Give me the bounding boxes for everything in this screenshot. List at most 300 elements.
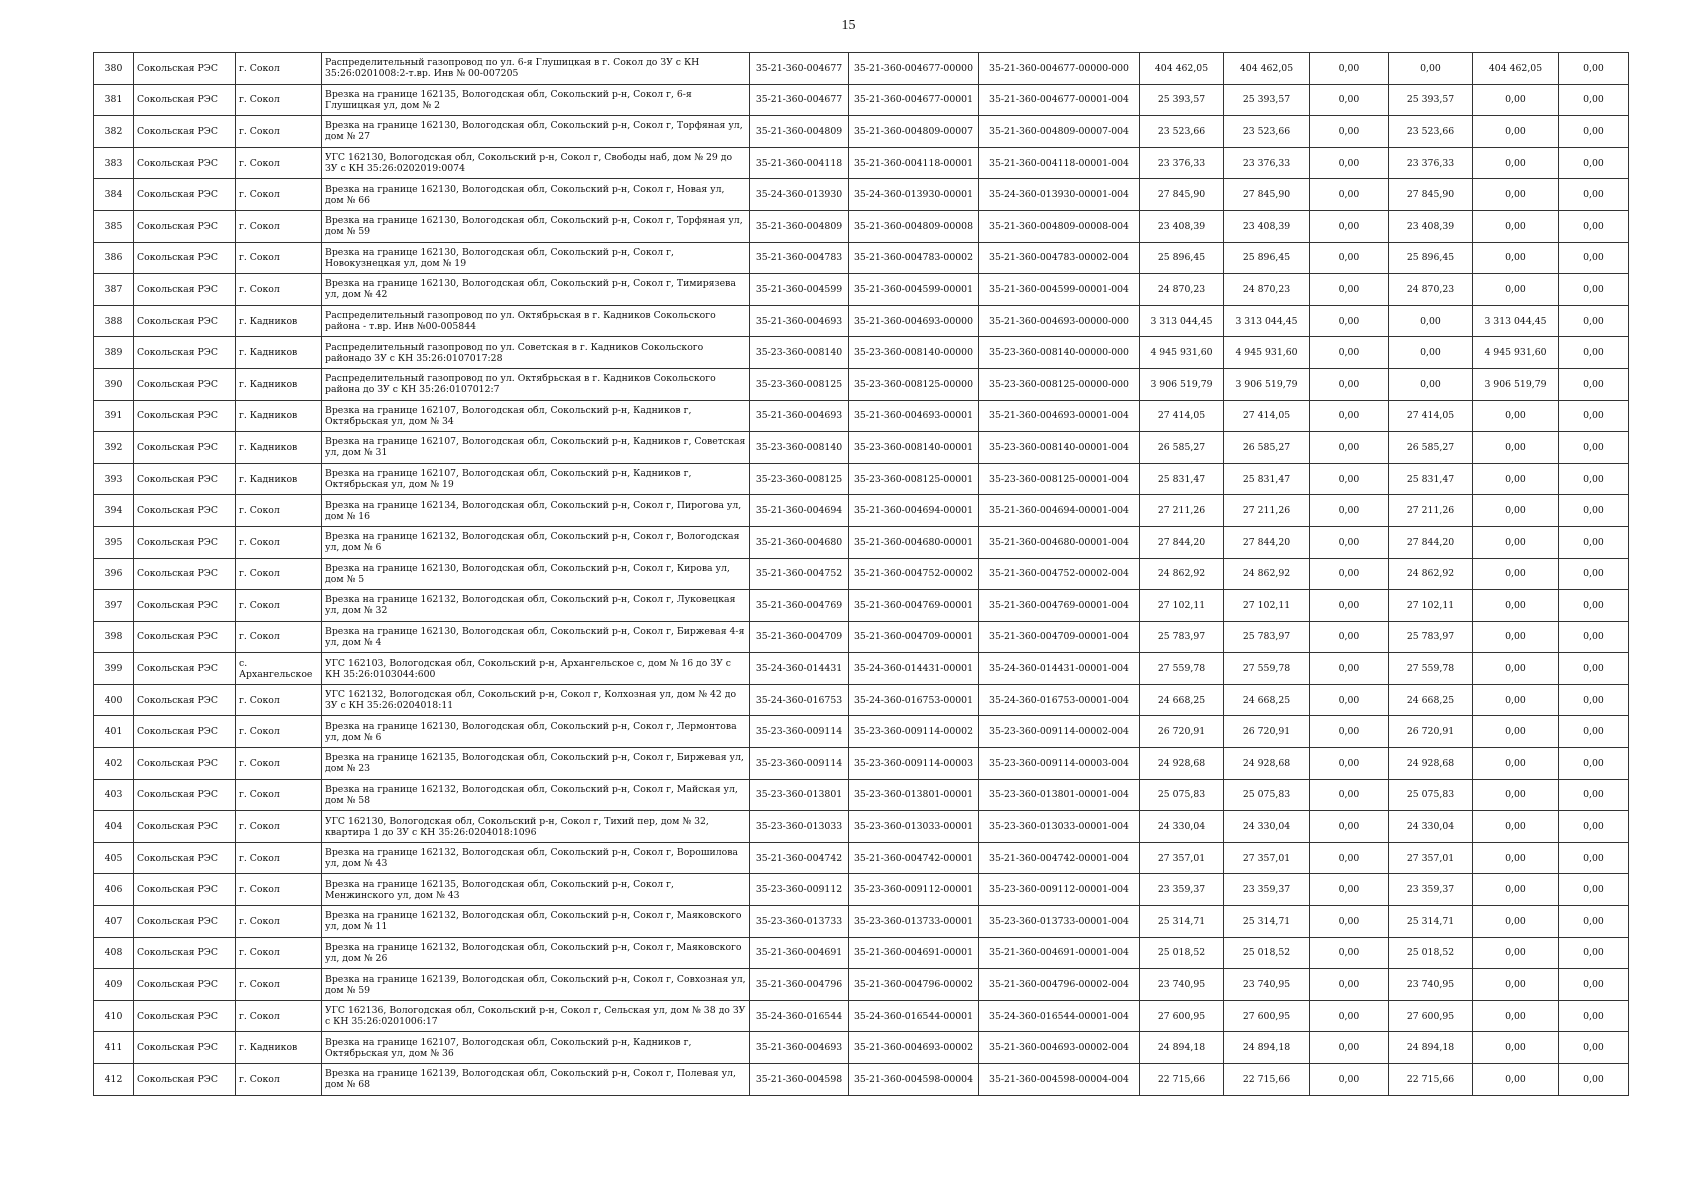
row-number: 407: [94, 906, 134, 938]
value-cell: 0,00: [1559, 748, 1629, 780]
value-cell: 0,00: [1473, 906, 1559, 938]
value-cell: 24 928,68: [1140, 748, 1224, 780]
object-description-cell: Врезка на границе 162139, Вологодская обл, Сокольский р-н, Сокол г, Полевая ул, дом № 68: [322, 1064, 750, 1096]
object-description-cell: УГС 162136, Вологодская обл, Сокольский р-н, Сокол г, Сельская ул, дом № 38 до ЗУ с КН 35:26:0201006:17: [322, 1000, 750, 1032]
object-code-cell: 35-24-360-013930: [750, 179, 849, 211]
department-cell: Сокольская РЭС: [134, 368, 236, 400]
row-number: 393: [94, 463, 134, 495]
table-row: [94, 495, 1629, 527]
value-cell: 23 740,95: [1140, 969, 1224, 1001]
department-cell: Сокольская РЭС: [134, 558, 236, 590]
object-description-cell: Врезка на границе 162130, Вологодская обл, Сокольский р-н, Сокол г, Кирова ул, дом № 5: [322, 558, 750, 590]
table-row: [94, 526, 1629, 558]
sub-object-code-cell: 35-21-360-004694-00001: [849, 495, 979, 527]
value-cell: 25 831,47: [1389, 463, 1473, 495]
object-code-cell: 35-21-360-004693: [750, 400, 849, 432]
row-number: 405: [94, 842, 134, 874]
department-cell: Сокольская РЭС: [134, 653, 236, 685]
value-cell: 25 018,52: [1224, 937, 1310, 969]
value-cell: 24 330,04: [1389, 811, 1473, 843]
department-cell: Сокольская РЭС: [134, 621, 236, 653]
value-cell: 0,00: [1389, 305, 1473, 337]
value-cell: 0,00: [1310, 463, 1389, 495]
sub-object-code-cell: 35-23-360-008125-00001: [849, 463, 979, 495]
value-cell: 25 314,71: [1389, 906, 1473, 938]
row-number: 386: [94, 242, 134, 274]
table-row: [94, 463, 1629, 495]
department-cell: Сокольская РЭС: [134, 1000, 236, 1032]
value-cell: 25 783,97: [1140, 621, 1224, 653]
value-cell: 0,00: [1310, 969, 1389, 1001]
value-cell: 0,00: [1559, 779, 1629, 811]
department-cell: Сокольская РЭС: [134, 147, 236, 179]
inventory-code-cell: 35-21-360-004783-00002-004: [979, 242, 1140, 274]
value-cell: 0,00: [1473, 1000, 1559, 1032]
row-number: 382: [94, 116, 134, 148]
value-cell: 0,00: [1559, 590, 1629, 622]
object-description-cell: Врезка на границе 162132, Вологодская обл, Сокольский р-н, Сокол г, Майская ул, дом № 58: [322, 779, 750, 811]
value-cell: 0,00: [1310, 337, 1389, 369]
object-description-cell: Врезка на границе 162135, Вологодская обл, Сокольский р-н, Сокол г, Менжинского ул, дом № 43: [322, 874, 750, 906]
page-number: 15: [841, 18, 856, 33]
object-description-cell: УГС 162132, Вологодская обл, Сокольский р-н, Сокол г, Колхозная ул, дом № 42 до ЗУ с КН 35:26:0204018:11: [322, 684, 750, 716]
value-cell: 25 075,83: [1389, 779, 1473, 811]
value-cell: 27 357,01: [1224, 842, 1310, 874]
value-cell: 24 928,68: [1389, 748, 1473, 780]
value-cell: 27 559,78: [1224, 653, 1310, 685]
object-code-cell: 35-21-360-004693: [750, 1032, 849, 1064]
row-number: 401: [94, 716, 134, 748]
sub-object-code-cell: 35-24-360-016544-00001: [849, 1000, 979, 1032]
value-cell: 24 862,92: [1140, 558, 1224, 590]
value-cell: 0,00: [1559, 368, 1629, 400]
object-description-cell: Врезка на границе 162135, Вологодская обл, Сокольский р-н, Сокол г, Биржевая ул, дом № 23: [322, 748, 750, 780]
inventory-code-cell: 35-23-360-008140-00000-000: [979, 337, 1140, 369]
value-cell: 24 870,23: [1389, 274, 1473, 306]
department-cell: Сокольская РЭС: [134, 969, 236, 1001]
value-cell: 0,00: [1559, 147, 1629, 179]
locality-cell: г. Сокол: [236, 116, 322, 148]
row-number: 389: [94, 337, 134, 369]
locality-cell: г. Сокол: [236, 147, 322, 179]
locality-cell: г. Сокол: [236, 590, 322, 622]
table-row: [94, 779, 1629, 811]
value-cell: 0,00: [1310, 432, 1389, 464]
department-cell: Сокольская РЭС: [134, 590, 236, 622]
locality-cell: г. Сокол: [236, 684, 322, 716]
table-row: [94, 400, 1629, 432]
value-cell: 0,00: [1473, 463, 1559, 495]
locality-cell: г. Кадников: [236, 432, 322, 464]
locality-cell: г. Сокол: [236, 526, 322, 558]
sub-object-code-cell: 35-21-360-004680-00001: [849, 526, 979, 558]
value-cell: 0,00: [1559, 210, 1629, 242]
value-cell: 0,00: [1310, 811, 1389, 843]
department-cell: Сокольская РЭС: [134, 495, 236, 527]
locality-cell: г. Сокол: [236, 1000, 322, 1032]
locality-cell: г. Сокол: [236, 779, 322, 811]
value-cell: 0,00: [1559, 337, 1629, 369]
value-cell: 25 831,47: [1224, 463, 1310, 495]
object-description-cell: Врезка на границе 162107, Вологодская обл, Сокольский р-н, Кадников г, Октябрьская ул, дом № 36: [322, 1032, 750, 1064]
department-cell: Сокольская РЭС: [134, 1032, 236, 1064]
value-cell: 3 313 044,45: [1140, 305, 1224, 337]
department-cell: Сокольская РЭС: [134, 1064, 236, 1096]
department-cell: Сокольская РЭС: [134, 274, 236, 306]
object-description-cell: Врезка на границе 162130, Вологодская обл, Сокольский р-н, Сокол г, Торфяная ул, дом № 59: [322, 210, 750, 242]
object-description-cell: Врезка на границе 162132, Вологодская обл, Сокольский р-н, Сокол г, Маяковского ул, дом № 26: [322, 937, 750, 969]
value-cell: 0,00: [1310, 400, 1389, 432]
object-description-cell: УГС 162103, Вологодская обл, Сокольский р-н, Архангельское с, дом № 16 до ЗУ с КН 35:26:0103044:600: [322, 653, 750, 685]
table-body: [94, 53, 1629, 1096]
value-cell: 0,00: [1310, 1000, 1389, 1032]
value-cell: 25 314,71: [1224, 906, 1310, 938]
sub-object-code-cell: 35-21-360-004693-00000: [849, 305, 979, 337]
inventory-code-cell: 35-23-360-009112-00001-004: [979, 874, 1140, 906]
value-cell: 23 523,66: [1224, 116, 1310, 148]
table-row: [94, 621, 1629, 653]
value-cell: 24 668,25: [1389, 684, 1473, 716]
sub-object-code-cell: 35-21-360-004809-00007: [849, 116, 979, 148]
value-cell: 3 906 519,79: [1140, 368, 1224, 400]
value-cell: 0,00: [1559, 811, 1629, 843]
value-cell: 0,00: [1310, 53, 1389, 85]
sub-object-code-cell: 35-21-360-004809-00008: [849, 210, 979, 242]
table-row: [94, 147, 1629, 179]
value-cell: 0,00: [1473, 526, 1559, 558]
inventory-code-cell: 35-24-360-016753-00001-004: [979, 684, 1140, 716]
locality-cell: с. Архангельское: [236, 653, 322, 685]
sub-object-code-cell: 35-21-360-004769-00001: [849, 590, 979, 622]
value-cell: 0,00: [1473, 147, 1559, 179]
value-cell: 22 715,66: [1224, 1064, 1310, 1096]
row-number: 391: [94, 400, 134, 432]
value-cell: 0,00: [1473, 716, 1559, 748]
inventory-code-cell: 35-21-360-004693-00002-004: [979, 1032, 1140, 1064]
value-cell: 23 740,95: [1389, 969, 1473, 1001]
value-cell: 24 894,18: [1389, 1032, 1473, 1064]
row-number: 394: [94, 495, 134, 527]
row-number: 399: [94, 653, 134, 685]
value-cell: 4 945 931,60: [1140, 337, 1224, 369]
sub-object-code-cell: 35-21-360-004796-00002: [849, 969, 979, 1001]
value-cell: 0,00: [1559, 716, 1629, 748]
inventory-code-cell: 35-23-360-008140-00001-004: [979, 432, 1140, 464]
department-cell: Сокольская РЭС: [134, 937, 236, 969]
sub-object-code-cell: 35-21-360-004709-00001: [849, 621, 979, 653]
value-cell: 23 408,39: [1389, 210, 1473, 242]
value-cell: 0,00: [1310, 621, 1389, 653]
object-code-cell: 35-21-360-004677: [750, 84, 849, 116]
table-row: [94, 1000, 1629, 1032]
value-cell: 0,00: [1310, 590, 1389, 622]
value-cell: 24 894,18: [1224, 1032, 1310, 1064]
object-code-cell: 35-23-360-009114: [750, 716, 849, 748]
object-description-cell: Врезка на границе 162130, Вологодская обл, Сокольский р-н, Сокол г, Торфяная ул, дом № 27: [322, 116, 750, 148]
value-cell: 0,00: [1310, 179, 1389, 211]
department-cell: Сокольская РЭС: [134, 210, 236, 242]
row-number: 412: [94, 1064, 134, 1096]
department-cell: Сокольская РЭС: [134, 305, 236, 337]
inventory-code-cell: 35-21-360-004599-00001-004: [979, 274, 1140, 306]
value-cell: 26 720,91: [1224, 716, 1310, 748]
inventory-code-cell: 35-23-360-013033-00001-004: [979, 811, 1140, 843]
value-cell: 0,00: [1559, 400, 1629, 432]
value-cell: 27 102,11: [1224, 590, 1310, 622]
table-row: [94, 1064, 1629, 1096]
value-cell: 3 906 519,79: [1473, 368, 1559, 400]
value-cell: 0,00: [1559, 242, 1629, 274]
value-cell: 22 715,66: [1140, 1064, 1224, 1096]
locality-cell: г. Сокол: [236, 242, 322, 274]
value-cell: 0,00: [1310, 84, 1389, 116]
value-cell: 0,00: [1473, 400, 1559, 432]
inventory-code-cell: 35-21-360-004742-00001-004: [979, 842, 1140, 874]
value-cell: 23 376,33: [1224, 147, 1310, 179]
object-code-cell: 35-23-360-009112: [750, 874, 849, 906]
value-cell: 25 393,57: [1224, 84, 1310, 116]
object-description-cell: Врезка на границе 162107, Вологодская обл, Сокольский р-н, Кадников г, Советская ул, дом № 31: [322, 432, 750, 464]
value-cell: 27 211,26: [1389, 495, 1473, 527]
inventory-code-cell: 35-23-360-008125-00001-004: [979, 463, 1140, 495]
table-row: [94, 1032, 1629, 1064]
value-cell: 0,00: [1473, 1032, 1559, 1064]
value-cell: 23 376,33: [1140, 147, 1224, 179]
inventory-code-cell: 35-21-360-004680-00001-004: [979, 526, 1140, 558]
object-code-cell: 35-24-360-014431: [750, 653, 849, 685]
object-description-cell: Врезка на границе 162132, Вологодская обл, Сокольский р-н, Сокол г, Маяковского ул, дом № 11: [322, 906, 750, 938]
value-cell: 27 102,11: [1140, 590, 1224, 622]
value-cell: 0,00: [1559, 969, 1629, 1001]
value-cell: 25 896,45: [1140, 242, 1224, 274]
value-cell: 0,00: [1310, 210, 1389, 242]
value-cell: 27 845,90: [1140, 179, 1224, 211]
sub-object-code-cell: 35-21-360-004752-00002: [849, 558, 979, 590]
value-cell: 0,00: [1559, 1064, 1629, 1096]
object-code-cell: 35-21-360-004599: [750, 274, 849, 306]
department-cell: Сокольская РЭС: [134, 684, 236, 716]
value-cell: 22 715,66: [1389, 1064, 1473, 1096]
value-cell: 0,00: [1473, 432, 1559, 464]
value-cell: 4 945 931,60: [1473, 337, 1559, 369]
sub-object-code-cell: 35-23-360-009114-00002: [849, 716, 979, 748]
object-description-cell: Врезка на границе 162130, Вологодская обл, Сокольский р-н, Сокол г, Биржевая 4-я ул, дом № 4: [322, 621, 750, 653]
value-cell: 0,00: [1559, 684, 1629, 716]
inventory-code-cell: 35-23-360-013733-00001-004: [979, 906, 1140, 938]
value-cell: 25 831,47: [1140, 463, 1224, 495]
object-code-cell: 35-23-360-013733: [750, 906, 849, 938]
row-number: 383: [94, 147, 134, 179]
value-cell: 0,00: [1473, 274, 1559, 306]
value-cell: 0,00: [1310, 116, 1389, 148]
inventory-code-cell: 35-23-360-009114-00003-004: [979, 748, 1140, 780]
value-cell: 23 376,33: [1389, 147, 1473, 179]
locality-cell: г. Сокол: [236, 748, 322, 780]
value-cell: 0,00: [1559, 463, 1629, 495]
table-row: [94, 590, 1629, 622]
object-code-cell: 35-23-360-013801: [750, 779, 849, 811]
object-code-cell: 35-21-360-004796: [750, 969, 849, 1001]
value-cell: 26 585,27: [1140, 432, 1224, 464]
object-description-cell: Распределительный газопровод по ул. 6-я Глушицкая в г. Сокол до ЗУ с КН 35:26:0201008:2-т.вр. Инв № 00-007205: [322, 53, 750, 85]
value-cell: 0,00: [1389, 337, 1473, 369]
value-cell: 25 783,97: [1224, 621, 1310, 653]
sub-object-code-cell: 35-21-360-004783-00002: [849, 242, 979, 274]
value-cell: 23 523,66: [1389, 116, 1473, 148]
row-number: 400: [94, 684, 134, 716]
value-cell: 0,00: [1473, 590, 1559, 622]
department-cell: Сокольская РЭС: [134, 526, 236, 558]
department-cell: Сокольская РЭС: [134, 811, 236, 843]
inventory-code-cell: 35-21-360-004691-00001-004: [979, 937, 1140, 969]
object-code-cell: 35-21-360-004598: [750, 1064, 849, 1096]
sub-object-code-cell: 35-23-360-008140-00000: [849, 337, 979, 369]
inventory-code-cell: 35-21-360-004118-00001-004: [979, 147, 1140, 179]
object-code-cell: 35-21-360-004691: [750, 937, 849, 969]
inventory-code-cell: 35-21-360-004677-00000-000: [979, 53, 1140, 85]
value-cell: 0,00: [1559, 179, 1629, 211]
object-description-cell: Распределительный газопровод по ул. Советская в г. Кадников Сокольского районадо ЗУ с КН 35:26:0107017:28: [322, 337, 750, 369]
object-code-cell: 35-23-360-008140: [750, 337, 849, 369]
value-cell: 0,00: [1473, 242, 1559, 274]
value-cell: 0,00: [1559, 842, 1629, 874]
value-cell: 25 393,57: [1140, 84, 1224, 116]
value-cell: 27 844,20: [1389, 526, 1473, 558]
value-cell: 0,00: [1310, 779, 1389, 811]
value-cell: 0,00: [1310, 242, 1389, 274]
object-description-cell: Врезка на границе 162139, Вологодская обл, Сокольский р-н, Сокол г, Совхозная ул, дом № 59: [322, 969, 750, 1001]
value-cell: 24 862,92: [1224, 558, 1310, 590]
department-cell: Сокольская РЭС: [134, 179, 236, 211]
value-cell: 3 313 044,45: [1473, 305, 1559, 337]
value-cell: 3 313 044,45: [1224, 305, 1310, 337]
sub-object-code-cell: 35-23-360-013033-00001: [849, 811, 979, 843]
row-number: 392: [94, 432, 134, 464]
object-code-cell: 35-21-360-004677: [750, 53, 849, 85]
value-cell: 24 894,18: [1140, 1032, 1224, 1064]
locality-cell: г. Кадников: [236, 305, 322, 337]
sub-object-code-cell: 35-21-360-004742-00001: [849, 842, 979, 874]
object-description-cell: Врезка на границе 162130, Вологодская обл, Сокольский р-н, Сокол г, Лермонтова ул, дом № 6: [322, 716, 750, 748]
table-row: [94, 811, 1629, 843]
value-cell: 26 585,27: [1389, 432, 1473, 464]
inventory-code-cell: 35-21-360-004796-00002-004: [979, 969, 1140, 1001]
sub-object-code-cell: 35-21-360-004118-00001: [849, 147, 979, 179]
value-cell: 0,00: [1389, 53, 1473, 85]
sub-object-code-cell: 35-21-360-004693-00002: [849, 1032, 979, 1064]
inventory-code-cell: 35-23-360-008125-00000-000: [979, 368, 1140, 400]
locality-cell: г. Сокол: [236, 179, 322, 211]
value-cell: 0,00: [1559, 558, 1629, 590]
department-cell: Сокольская РЭС: [134, 432, 236, 464]
locality-cell: г. Сокол: [236, 210, 322, 242]
row-number: 408: [94, 937, 134, 969]
value-cell: 0,00: [1473, 179, 1559, 211]
value-cell: 25 393,57: [1389, 84, 1473, 116]
value-cell: 27 600,95: [1140, 1000, 1224, 1032]
value-cell: 0,00: [1310, 653, 1389, 685]
object-code-cell: 35-21-360-004680: [750, 526, 849, 558]
value-cell: 0,00: [1559, 874, 1629, 906]
table-row: [94, 874, 1629, 906]
object-code-cell: 35-23-360-008140: [750, 432, 849, 464]
inventory-code-cell: 35-23-360-013801-00001-004: [979, 779, 1140, 811]
table-row: [94, 274, 1629, 306]
value-cell: 27 357,01: [1140, 842, 1224, 874]
object-description-cell: Врезка на границе 162107, Вологодская обл, Сокольский р-н, Кадников г, Октябрьская ул, дом № 19: [322, 463, 750, 495]
value-cell: 23 359,37: [1224, 874, 1310, 906]
value-cell: 0,00: [1559, 274, 1629, 306]
row-number: 398: [94, 621, 134, 653]
object-description-cell: Врезка на границе 162134, Вологодская обл, Сокольский р-н, Сокол г, Пирогова ул, дом № 16: [322, 495, 750, 527]
object-code-cell: 35-21-360-004709: [750, 621, 849, 653]
sub-object-code-cell: 35-24-360-014431-00001: [849, 653, 979, 685]
inventory-code-cell: 35-21-360-004598-00004-004: [979, 1064, 1140, 1096]
department-cell: Сокольская РЭС: [134, 779, 236, 811]
row-number: 390: [94, 368, 134, 400]
sub-object-code-cell: 35-23-360-013801-00001: [849, 779, 979, 811]
table-row: [94, 210, 1629, 242]
value-cell: 0,00: [1559, 432, 1629, 464]
inventory-code-cell: 35-21-360-004693-00001-004: [979, 400, 1140, 432]
value-cell: 0,00: [1473, 969, 1559, 1001]
inventory-code-cell: 35-21-360-004752-00002-004: [979, 558, 1140, 590]
asset-register-table: [93, 52, 1629, 1096]
table-row: [94, 84, 1629, 116]
value-cell: 25 783,97: [1389, 621, 1473, 653]
department-cell: Сокольская РЭС: [134, 906, 236, 938]
value-cell: 0,00: [1389, 368, 1473, 400]
department-cell: Сокольская РЭС: [134, 337, 236, 369]
value-cell: 0,00: [1310, 842, 1389, 874]
object-description-cell: Врезка на границе 162107, Вологодская обл, Сокольский р-н, Кадников г, Октябрьская ул, дом № 34: [322, 400, 750, 432]
sub-object-code-cell: 35-23-360-009112-00001: [849, 874, 979, 906]
value-cell: 25 314,71: [1140, 906, 1224, 938]
object-description-cell: УГС 162130, Вологодская обл, Сокольский р-н, Сокол г, Свободы наб, дом № 29 до ЗУ с КН 35:26:0202019:0074: [322, 147, 750, 179]
value-cell: 27 844,20: [1140, 526, 1224, 558]
value-cell: 27 102,11: [1389, 590, 1473, 622]
value-cell: 0,00: [1310, 684, 1389, 716]
value-cell: 27 211,26: [1224, 495, 1310, 527]
value-cell: 24 668,25: [1140, 684, 1224, 716]
object-description-cell: Врезка на границе 162132, Вологодская обл, Сокольский р-н, Сокол г, Вологодская ул, дом № 6: [322, 526, 750, 558]
value-cell: 27 844,20: [1224, 526, 1310, 558]
value-cell: 0,00: [1310, 274, 1389, 306]
value-cell: 27 600,95: [1389, 1000, 1473, 1032]
value-cell: 0,00: [1473, 874, 1559, 906]
value-cell: 25 075,83: [1224, 779, 1310, 811]
locality-cell: г. Сокол: [236, 495, 322, 527]
inventory-code-cell: 35-21-360-004677-00001-004: [979, 84, 1140, 116]
inventory-code-cell: 35-24-360-014431-00001-004: [979, 653, 1140, 685]
department-cell: Сокольская РЭС: [134, 874, 236, 906]
object-description-cell: Распределительный газопровод по ул. Октябрьская в г. Кадников Сокольского района - т.вр. Инв №00-005844: [322, 305, 750, 337]
value-cell: 0,00: [1473, 748, 1559, 780]
locality-cell: г. Сокол: [236, 937, 322, 969]
sub-object-code-cell: 35-21-360-004677-00001: [849, 84, 979, 116]
locality-cell: г. Кадников: [236, 337, 322, 369]
value-cell: 0,00: [1559, 937, 1629, 969]
value-cell: 0,00: [1310, 716, 1389, 748]
value-cell: 26 720,91: [1389, 716, 1473, 748]
value-cell: 0,00: [1559, 1000, 1629, 1032]
inventory-code-cell: 35-23-360-009114-00002-004: [979, 716, 1140, 748]
row-number: 385: [94, 210, 134, 242]
department-cell: Сокольская РЭС: [134, 84, 236, 116]
table-row: [94, 716, 1629, 748]
locality-cell: г. Сокол: [236, 84, 322, 116]
value-cell: 0,00: [1310, 1064, 1389, 1096]
